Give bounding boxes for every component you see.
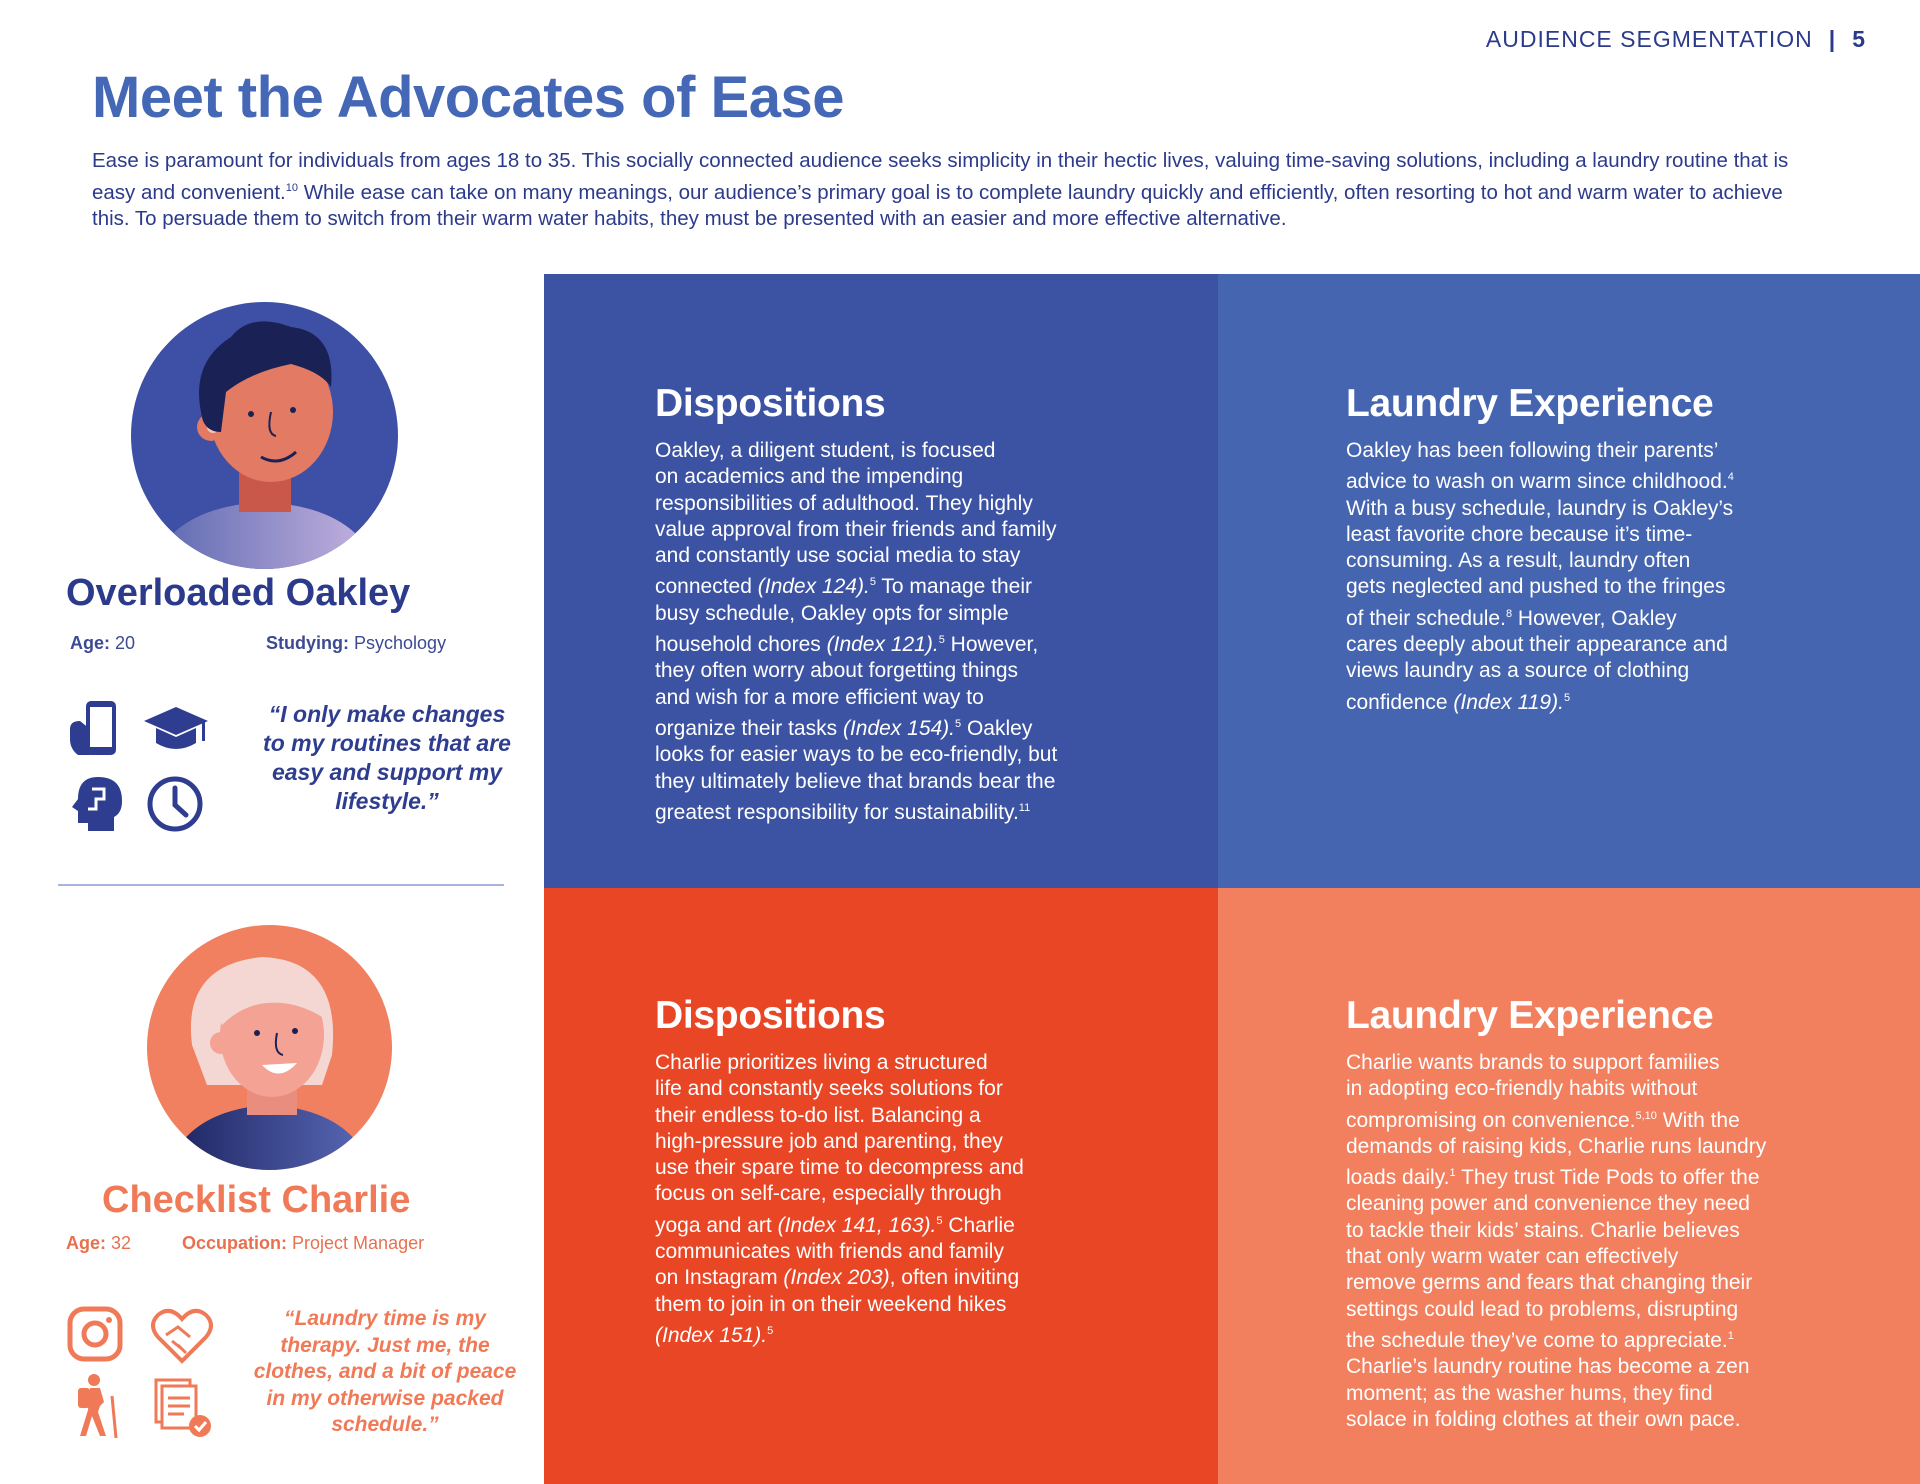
index-ref: (Index 203) <box>783 1266 890 1290</box>
index-ref: (Index 119). <box>1453 690 1564 714</box>
page-title: Meet the Advocates of Ease <box>92 65 844 130</box>
studying-value: Psychology <box>354 633 447 653</box>
occupation-label: Occupation: <box>182 1233 288 1253</box>
oakley-illustration <box>131 302 398 569</box>
panel-body <box>1346 438 1880 716</box>
body-text: However, they often worry about forgetting things and wish for a more efficient way to organize their tasks <box>655 633 1039 740</box>
occupation-value: Project Manager <box>292 1233 425 1253</box>
oakley-name: Overloaded Oakley <box>66 572 411 614</box>
body-text: However, Oakley cares deeply about their appearance and views laundry as a source of clothing confidence <box>1346 606 1728 714</box>
body-text: To manage their busy schedule, Oakley opts for simple household chores <box>655 575 1032 657</box>
panel-title: Dispositions <box>655 994 886 1037</box>
body-text: Charlie wants brands to support families in adopting eco-friendly habits without compromising on convenience. <box>1346 1051 1720 1132</box>
body-text: Oakley looks for easier ways to be eco-friendly, but they ultimately believe that brands bear the greatest responsibility for sustainability. <box>655 716 1058 824</box>
footnote-ref: 5,10 <box>1635 1109 1657 1122</box>
panel-body <box>655 438 1178 826</box>
panel-title: Dispositions <box>655 382 886 425</box>
footnote-ref: 8 <box>1505 607 1513 620</box>
body-text: Charlie communicates with friends and family on Instagram <box>655 1213 1015 1290</box>
intro-paragraph <box>92 148 1792 232</box>
body-text: Oakley has been following their parents’ advice to wash on warm since childhood. <box>1346 439 1728 494</box>
head-puzzle-icon <box>70 775 126 833</box>
hiker-icon <box>66 1372 124 1438</box>
charlie-laundry-panel <box>1218 888 1920 1484</box>
footnote-ref: 5 <box>938 634 945 647</box>
index-ref: (Index 124). <box>757 575 870 599</box>
persona-divider <box>58 884 504 886</box>
charlie-age <box>66 1233 131 1254</box>
section-label: AUDIENCE SEGMENTATION <box>1485 26 1813 52</box>
checklist-documents-icon <box>152 1376 214 1440</box>
page-header <box>1486 26 1866 53</box>
clock-icon <box>146 775 204 833</box>
intro-text-2: While ease can take on many meanings, our audience’s primary goal is to complete laundry quickly and efficiently, often resorting to hot and warm water to achieve this. To persuade them to switch from their warm water habits, they must be presented with an easier and more effective alternative. <box>92 180 1783 230</box>
studying-label: Studying: <box>266 633 349 653</box>
oakley-dispositions-panel <box>544 274 1218 888</box>
charlie-illustration <box>147 925 392 1170</box>
heart-handshake-icon <box>150 1305 214 1365</box>
page-number: 5 <box>1852 26 1866 52</box>
charlie-occupation <box>182 1233 424 1254</box>
index-ref: (Index 141, 163). <box>777 1213 937 1237</box>
body-text: With the demands of raising kids, Charlie runs laundry loads daily. <box>1346 1108 1767 1190</box>
age-label: Age: <box>70 633 110 653</box>
body-text: , often inviting them to join in on their weekend hikes <box>655 1266 1020 1316</box>
charlie-avatar <box>147 925 392 1170</box>
footnote-ref: 4 <box>1727 471 1734 484</box>
charlie-name: Checklist Charlie <box>102 1179 411 1221</box>
body-text: Charlie’s laundry routine has become a zen moment; as the washer hums, they find solace in folding clothes at their own pace. <box>1346 1355 1750 1431</box>
intro-ref: 10 <box>285 181 298 194</box>
age-value: 20 <box>115 633 136 653</box>
body-text: They trust Tide Pods to offer the cleaning power and convenience they need to tackle their kids’ stains. Charlie believes that only warm water can effectively remove germs and fears that changing their settings could lead to problems, disrupting the schedule they’ve come to appreciate. <box>1346 1166 1760 1352</box>
footnote-ref: 1 <box>1727 1329 1734 1342</box>
phone-hand-icon <box>68 699 128 759</box>
panel-title: Laundry Experience <box>1346 994 1714 1037</box>
oakley-laundry-panel <box>1218 274 1920 888</box>
footnote-ref: 5 <box>955 717 962 730</box>
footnote-ref: 11 <box>1018 801 1031 814</box>
age-label: Age: <box>66 1233 106 1253</box>
panel-title: Laundry Experience <box>1346 382 1714 425</box>
footnote-ref: 5 <box>767 1324 774 1337</box>
footnote-ref: 5 <box>1563 691 1571 704</box>
body-text: Oakley, a diligent student, is focused on academics and the impending responsibilities of adulthood. They highly value approval from their friends and family and constantly use social media to stay connected <box>655 439 1057 599</box>
body-text: With a busy schedule, laundry is Oakley’s least favorite chore because it’s time- consuming. As a result, laundry often gets neglected and pushed to the fringes of their schedule. <box>1346 496 1734 630</box>
age-value: 32 <box>111 1233 132 1253</box>
instagram-icon <box>66 1305 124 1363</box>
charlie-dispositions-panel <box>544 888 1218 1484</box>
graduation-cap-icon <box>142 703 210 755</box>
charlie-quote: “Laundry time is my therapy. Just me, the clothes, and a bit of peace in my otherwise packed schedule.” <box>253 1307 517 1436</box>
panel-body <box>1346 1050 1880 1433</box>
oakley-quote: “I only make changes to my routines that are easy and support my lifestyle.” <box>263 701 511 814</box>
oakley-avatar <box>131 302 398 569</box>
index-ref: (Index 154). <box>842 716 956 740</box>
oakley-studying <box>266 633 446 654</box>
body-text: Charlie prioritizes living a structured life and constantly seeks solutions for their endless to-do list. Balancing a high-pressure job and parenting, they use their spare time to decompress and focus on self-care, especially through yoga and art <box>655 1051 1024 1237</box>
index-ref: (Index 121). <box>826 633 939 657</box>
intro-text-1: Ease is paramount for individuals from ages 18 to 35. This socially connected audience seeks simplicity in their hectic lives, valuing time-saving solutions, including a laundry routine that is easy and convenient. <box>92 149 1789 204</box>
footnote-ref: 1 <box>1449 1167 1456 1180</box>
oakley-age <box>70 633 135 654</box>
panel-body <box>655 1050 1178 1349</box>
index-ref: (Index 151). <box>655 1323 768 1347</box>
footnote-ref: 5 <box>869 576 876 589</box>
header-separator: | <box>1828 26 1837 52</box>
footnote-ref: 5 <box>936 1214 943 1227</box>
